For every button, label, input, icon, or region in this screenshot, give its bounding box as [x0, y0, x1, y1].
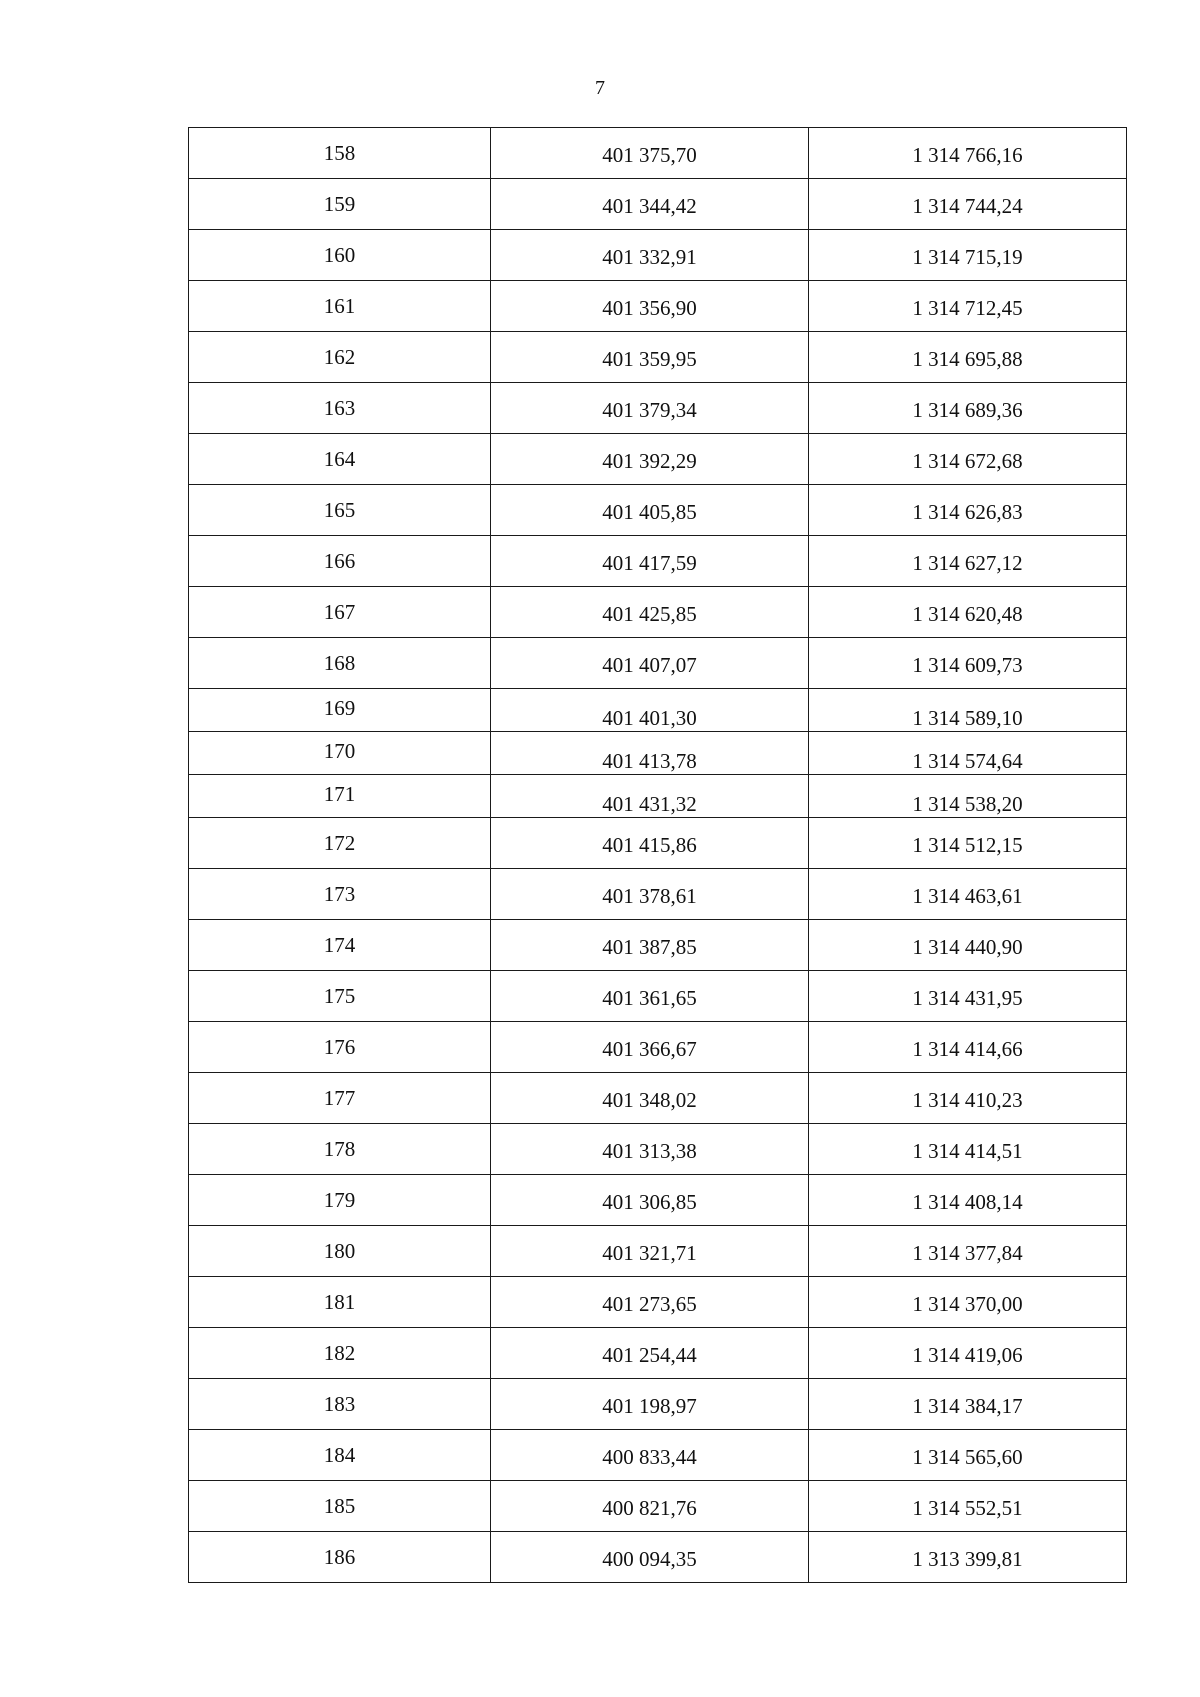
y-coordinate-cell: 1 314 414,51: [809, 1124, 1127, 1175]
x-coordinate-cell: 401 417,59: [491, 536, 809, 587]
point-number-cell: 164: [189, 434, 491, 485]
x-coordinate-cell: 400 094,35: [491, 1532, 809, 1583]
point-number-cell: 182: [189, 1328, 491, 1379]
point-number-cell: 174: [189, 920, 491, 971]
y-coordinate-cell: 1 314 431,95: [809, 971, 1127, 1022]
y-coordinate-cell: 1 314 695,88: [809, 332, 1127, 383]
y-coordinate-cell: 1 314 414,66: [809, 1022, 1127, 1073]
x-coordinate-cell: 401 366,67: [491, 1022, 809, 1073]
y-coordinate-cell: 1 314 538,20: [809, 775, 1127, 818]
table-row: [189, 775, 1127, 818]
table-row: [189, 1328, 1127, 1379]
point-number-cell: 162: [189, 332, 491, 383]
x-coordinate-cell: 401 379,34: [491, 383, 809, 434]
point-number-cell: 159: [189, 179, 491, 230]
point-number-cell: 172: [189, 818, 491, 869]
point-number-cell: 175: [189, 971, 491, 1022]
x-coordinate-cell: 401 198,97: [491, 1379, 809, 1430]
point-number-cell: 185: [189, 1481, 491, 1532]
y-coordinate-cell: 1 314 565,60: [809, 1430, 1127, 1481]
x-coordinate-cell: 401 392,29: [491, 434, 809, 485]
table-row: [189, 1022, 1127, 1073]
table-row: [189, 971, 1127, 1022]
table-row: [189, 1430, 1127, 1481]
table-row: [189, 1532, 1127, 1583]
point-number-cell: 158: [189, 128, 491, 179]
x-coordinate-cell: 401 378,61: [491, 869, 809, 920]
point-number-cell: 165: [189, 485, 491, 536]
y-coordinate-cell: 1 314 744,24: [809, 179, 1127, 230]
point-number-cell: 181: [189, 1277, 491, 1328]
y-coordinate-cell: 1 314 377,84: [809, 1226, 1127, 1277]
point-number-cell: 161: [189, 281, 491, 332]
y-coordinate-cell: 1 314 627,12: [809, 536, 1127, 587]
table-row: [189, 732, 1127, 775]
x-coordinate-cell: 401 425,85: [491, 587, 809, 638]
x-coordinate-cell: 400 833,44: [491, 1430, 809, 1481]
table-row: [189, 230, 1127, 281]
table-row: [189, 869, 1127, 920]
table-row: [189, 920, 1127, 971]
y-coordinate-cell: 1 314 609,73: [809, 638, 1127, 689]
table-row: [189, 332, 1127, 383]
point-number-cell: 179: [189, 1175, 491, 1226]
coordinates-table: [188, 127, 1127, 1583]
y-coordinate-cell: 1 314 620,48: [809, 587, 1127, 638]
y-coordinate-cell: 1 314 440,90: [809, 920, 1127, 971]
y-coordinate-cell: 1 314 410,23: [809, 1073, 1127, 1124]
table-row: [189, 818, 1127, 869]
x-coordinate-cell: 401 405,85: [491, 485, 809, 536]
table-row: [189, 383, 1127, 434]
point-number-cell: 163: [189, 383, 491, 434]
table-row: [189, 638, 1127, 689]
table-row: [189, 1277, 1127, 1328]
point-number-cell: 167: [189, 587, 491, 638]
x-coordinate-cell: 401 401,30: [491, 689, 809, 732]
y-coordinate-cell: 1 314 766,16: [809, 128, 1127, 179]
y-coordinate-cell: 1 313 399,81: [809, 1532, 1127, 1583]
point-number-cell: 183: [189, 1379, 491, 1430]
table-row: [189, 1379, 1127, 1430]
y-coordinate-cell: 1 314 408,14: [809, 1175, 1127, 1226]
table-row: [189, 587, 1127, 638]
point-number-cell: 184: [189, 1430, 491, 1481]
x-coordinate-cell: 401 344,42: [491, 179, 809, 230]
y-coordinate-cell: 1 314 463,61: [809, 869, 1127, 920]
x-coordinate-cell: 401 306,85: [491, 1175, 809, 1226]
x-coordinate-cell: 401 273,65: [491, 1277, 809, 1328]
table-row: [189, 1073, 1127, 1124]
x-coordinate-cell: 401 332,91: [491, 230, 809, 281]
y-coordinate-cell: 1 314 626,83: [809, 485, 1127, 536]
table-row: [189, 485, 1127, 536]
table-row: [189, 1226, 1127, 1277]
x-coordinate-cell: 401 407,07: [491, 638, 809, 689]
table-row: [189, 1481, 1127, 1532]
table-row: [189, 536, 1127, 587]
table-row: [189, 179, 1127, 230]
point-number-cell: 171: [189, 775, 491, 818]
y-coordinate-cell: 1 314 370,00: [809, 1277, 1127, 1328]
y-coordinate-cell: 1 314 419,06: [809, 1328, 1127, 1379]
point-number-cell: 176: [189, 1022, 491, 1073]
table-row: [189, 1175, 1127, 1226]
point-number-cell: 169: [189, 689, 491, 732]
coordinates-table-body: [189, 128, 1127, 1583]
page-number: 7: [595, 77, 605, 99]
point-number-cell: 177: [189, 1073, 491, 1124]
point-number-cell: 170: [189, 732, 491, 775]
point-number-cell: 180: [189, 1226, 491, 1277]
x-coordinate-cell: 401 356,90: [491, 281, 809, 332]
point-number-cell: 186: [189, 1532, 491, 1583]
x-coordinate-cell: 401 413,78: [491, 732, 809, 775]
y-coordinate-cell: 1 314 715,19: [809, 230, 1127, 281]
x-coordinate-cell: 401 321,71: [491, 1226, 809, 1277]
x-coordinate-cell: 401 359,95: [491, 332, 809, 383]
x-coordinate-cell: 400 821,76: [491, 1481, 809, 1532]
y-coordinate-cell: 1 314 384,17: [809, 1379, 1127, 1430]
x-coordinate-cell: 401 254,44: [491, 1328, 809, 1379]
y-coordinate-cell: 1 314 672,68: [809, 434, 1127, 485]
table-row: [189, 434, 1127, 485]
table-row: [189, 1124, 1127, 1175]
y-coordinate-cell: 1 314 512,15: [809, 818, 1127, 869]
y-coordinate-cell: 1 314 712,45: [809, 281, 1127, 332]
point-number-cell: 166: [189, 536, 491, 587]
x-coordinate-cell: 401 431,32: [491, 775, 809, 818]
x-coordinate-cell: 401 361,65: [491, 971, 809, 1022]
point-number-cell: 168: [189, 638, 491, 689]
table-row: [189, 281, 1127, 332]
x-coordinate-cell: 401 387,85: [491, 920, 809, 971]
table-row: [189, 128, 1127, 179]
x-coordinate-cell: 401 348,02: [491, 1073, 809, 1124]
y-coordinate-cell: 1 314 589,10: [809, 689, 1127, 732]
y-coordinate-cell: 1 314 552,51: [809, 1481, 1127, 1532]
table-row: [189, 689, 1127, 732]
point-number-cell: 173: [189, 869, 491, 920]
y-coordinate-cell: 1 314 574,64: [809, 732, 1127, 775]
point-number-cell: 178: [189, 1124, 491, 1175]
y-coordinate-cell: 1 314 689,36: [809, 383, 1127, 434]
x-coordinate-cell: 401 375,70: [491, 128, 809, 179]
x-coordinate-cell: 401 415,86: [491, 818, 809, 869]
point-number-cell: 160: [189, 230, 491, 281]
x-coordinate-cell: 401 313,38: [491, 1124, 809, 1175]
